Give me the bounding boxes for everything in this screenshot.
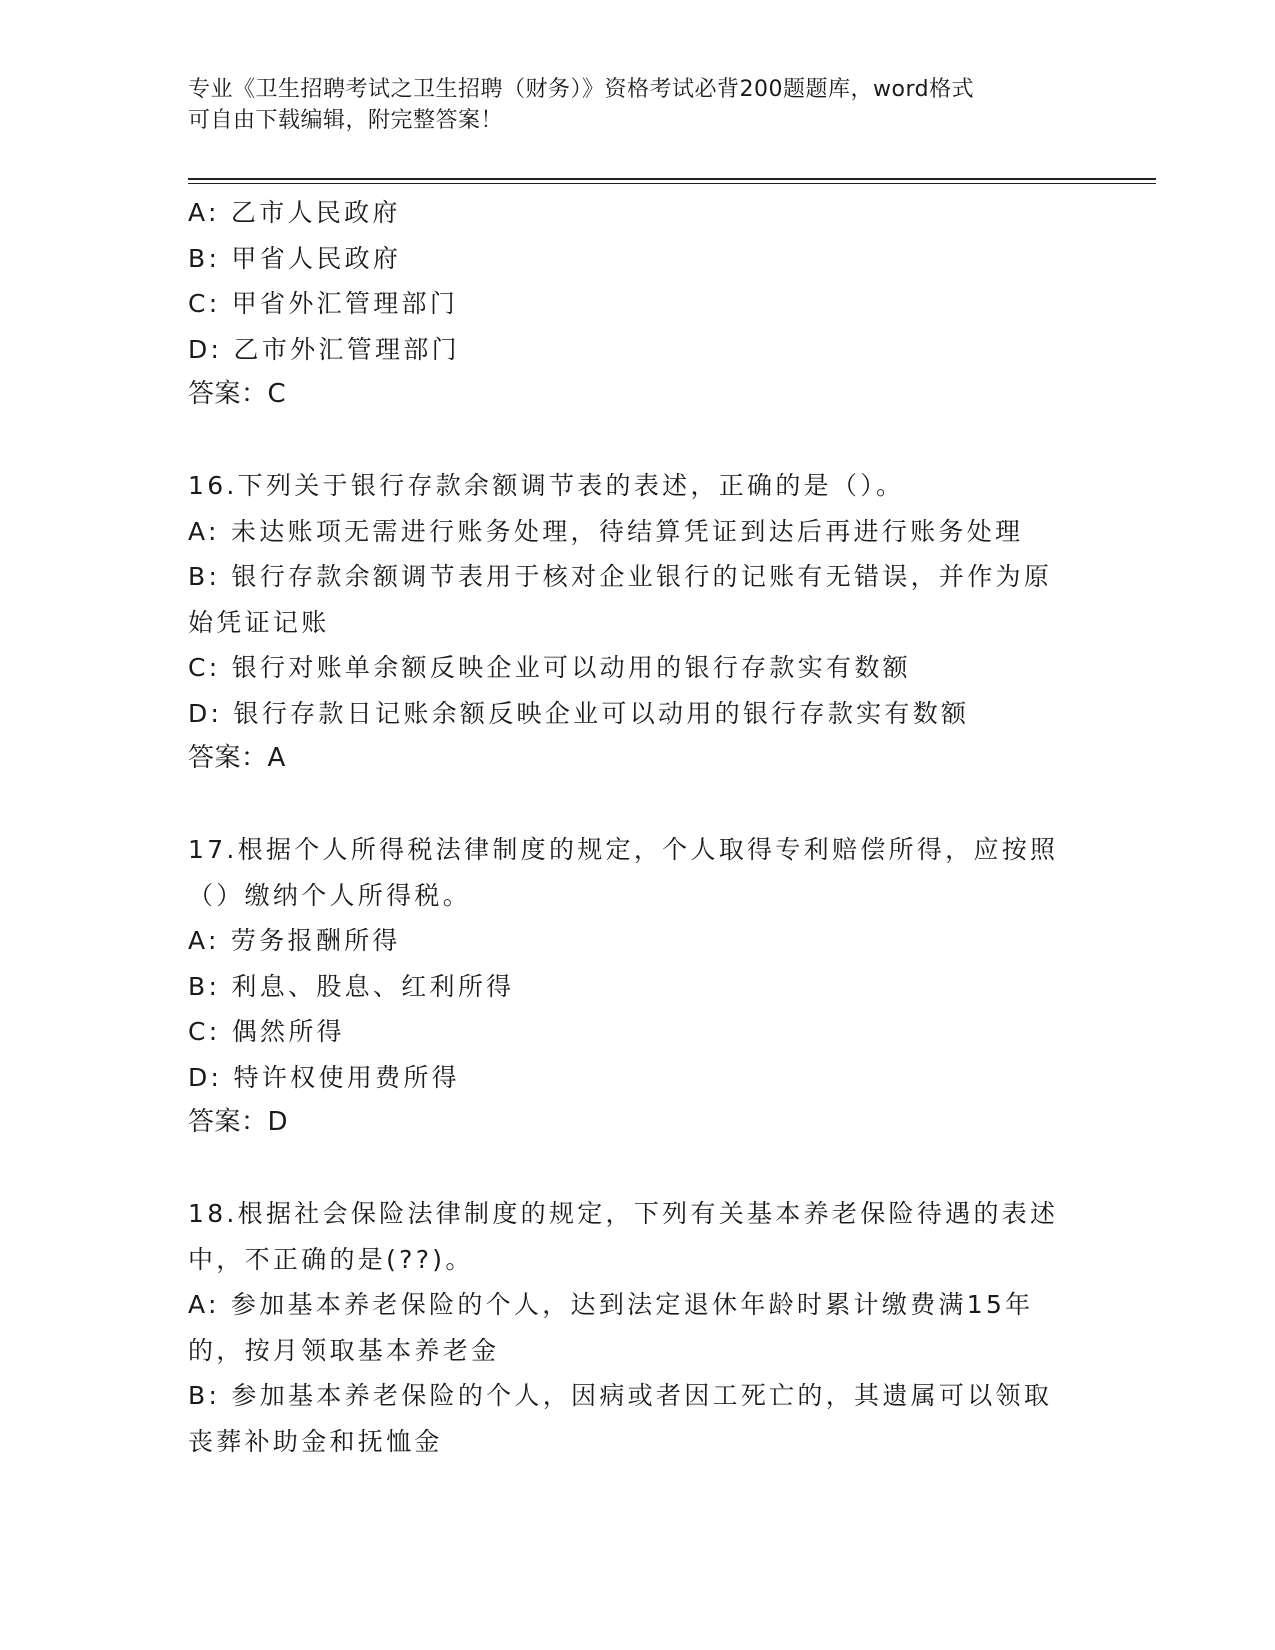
option-b-continued: 始凭证记账	[188, 607, 330, 637]
option-b-continued: 丧葬补助金和抚恤金	[188, 1426, 443, 1456]
question-15	[188, 190, 1078, 418]
header-rule-thin	[188, 183, 1156, 184]
header-note	[188, 74, 1068, 136]
option-a: A: 乙市人民政府	[188, 198, 401, 227]
question-stem: 16.下列关于银行存款余额调节表的表述，正确的是（）。	[188, 471, 905, 500]
question-content	[188, 190, 1078, 1464]
option-c: C: 甲省外汇管理部门	[188, 289, 459, 318]
option-d: D: 乙市外汇管理部门	[188, 334, 460, 364]
option-c: C: 偶然所得	[188, 1017, 345, 1046]
header-note-line-1: 专业《卫生招聘考试之卫生招聘（财务）》资格考试必背200题题库，word格式	[188, 77, 975, 102]
option-b: B: 利息、股息、红利所得	[188, 971, 515, 1001]
question-16	[188, 463, 1078, 782]
option-c: C: 银行对账单余额反映企业可以动用的银行存款实有数额	[188, 653, 911, 682]
spacer	[188, 782, 1078, 828]
spacer	[188, 418, 1078, 464]
spacer	[188, 1146, 1078, 1192]
option-b: B: 银行存款余额调节表用于核对企业银行的记账有无错误，并作为原	[188, 562, 1053, 591]
option-a-continued: 的，按月领取基本养老金	[188, 1335, 500, 1365]
option-b: B: 甲省人民政府	[188, 243, 402, 273]
header-note-line-2: 可自由下载编辑，附完整答案！	[188, 108, 504, 133]
answer: 答案：D	[188, 1107, 289, 1137]
option-a: A: 参加基本养老保险的个人，达到法定退休年龄时累计缴费满15年	[188, 1290, 1034, 1319]
question-17	[188, 827, 1078, 1146]
option-b: B: 参加基本养老保险的个人，因病或者因工死亡的，其遗属可以领取	[188, 1381, 1053, 1410]
option-a: A: 未达账项无需进行账务处理，待结算凭证到达后再进行账务处理	[188, 516, 1024, 546]
option-d: D: 银行存款日记账余额反映企业可以动用的银行存款实有数额	[188, 698, 970, 728]
header-rule-thick	[188, 178, 1156, 180]
answer: 答案：A	[188, 743, 286, 773]
question-18	[188, 1191, 1078, 1464]
question-stem-continued: （）缴纳个人所得税。	[188, 880, 472, 910]
question-stem-continued: 中，不正确的是(??)。	[188, 1244, 474, 1274]
answer: 答案：C	[188, 379, 287, 409]
option-d: D: 特许权使用费所得	[188, 1062, 460, 1092]
question-stem: 17.根据个人所得税法律制度的规定，个人取得专利赔偿所得，应按照	[188, 835, 1059, 864]
question-stem: 18.根据社会保险法律制度的规定，下列有关基本养老保险待遇的表述	[188, 1199, 1059, 1228]
option-a: A: 劳务报酬所得	[188, 926, 401, 955]
